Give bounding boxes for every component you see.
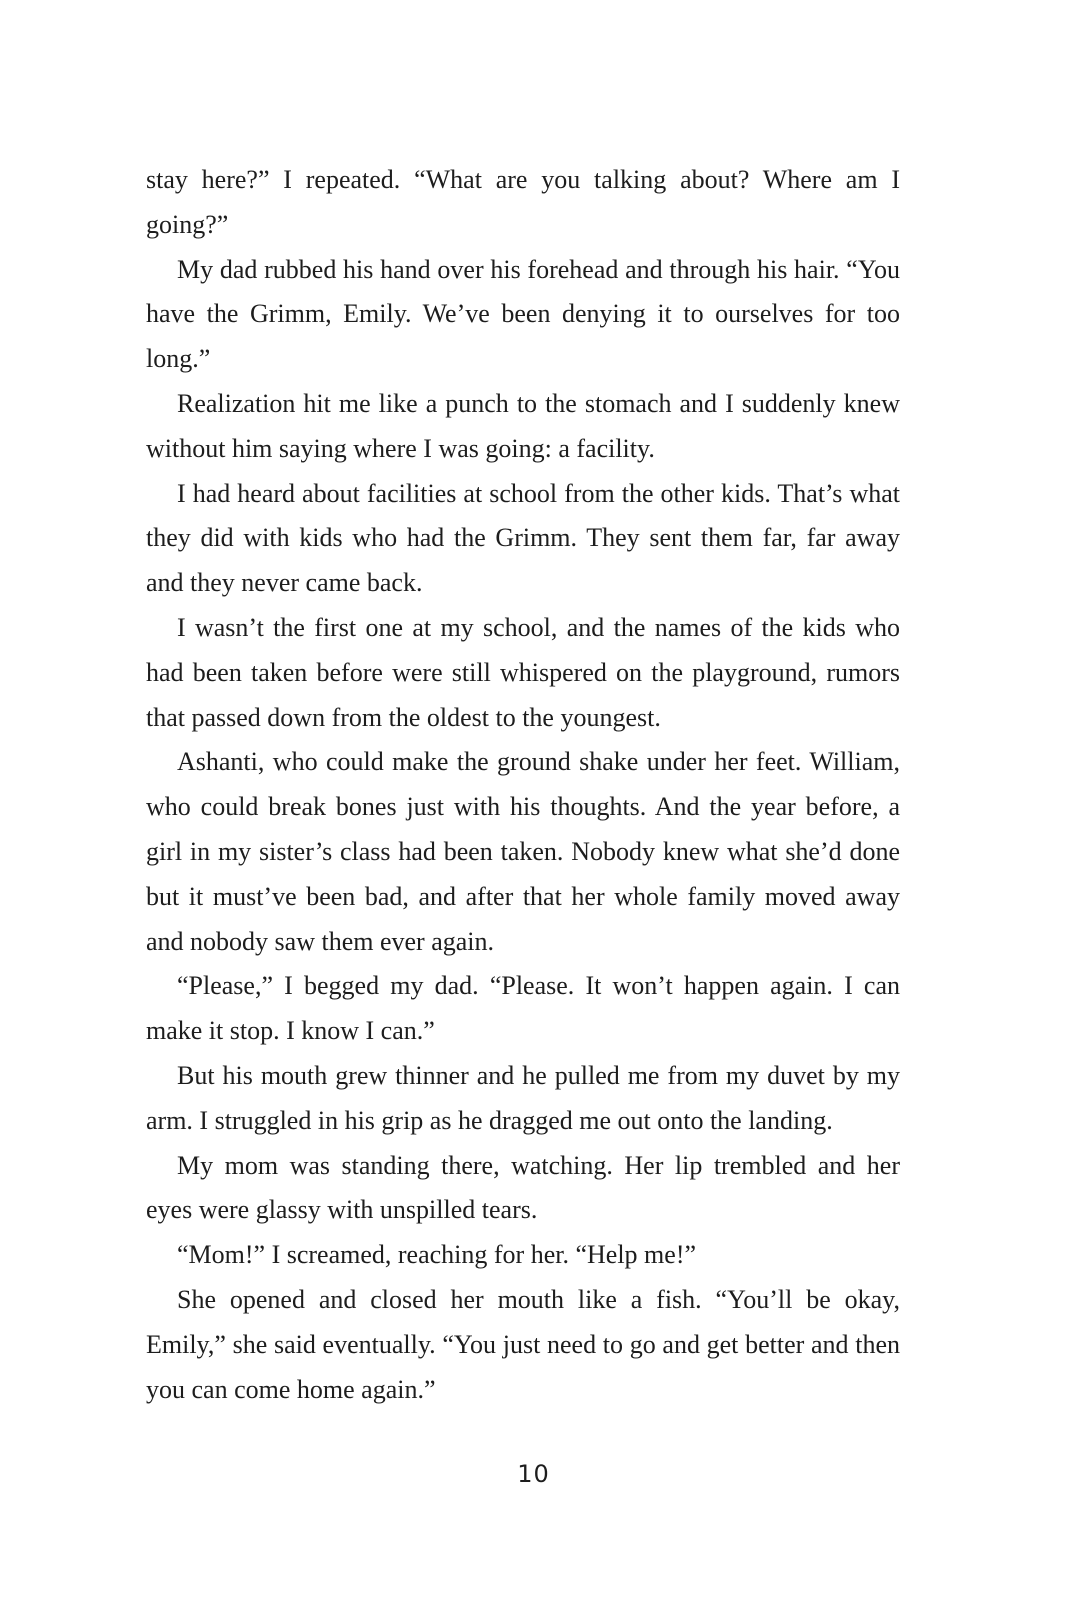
paragraph: I had heard about facilities at school from the other kids. That’s what they did with kids who had the Grimm. They sent them far, far away and they never came back. (146, 478, 900, 598)
paragraph: My mom was standing there, watching. Her lip trembled and her eyes were glassy with unspilled tears. (146, 1150, 900, 1225)
paragraph: “Mom!” I screamed, reaching for her. “Help me!” (177, 1240, 697, 1270)
paragraph: But his mouth grew thinner and he pulled me from my duvet by my arm. I struggled in his grip as he dragged me out onto the landing. (146, 1060, 900, 1135)
paragraph: She opened and closed her mouth like a fish. “You’ll be okay, Emily,” she said eventually. “You just need to go and get better and then you can come home again.” (146, 1284, 900, 1404)
paragraph: “Please,” I begged my dad. “Please. It won’t happen again. I can make it stop. I know I can.” (146, 971, 900, 1046)
body-text (146, 158, 900, 1412)
paragraph: My dad rubbed his hand over his forehead and through his hair. “You have the Grimm, Emily. We’ve been denying it to ourselves for too long.” (146, 254, 900, 374)
paragraph: stay here?” I repeated. “What are you talking about? Where am I going?” (146, 165, 900, 239)
page-number: 10 (517, 1460, 550, 1488)
paragraph: Realization hit me like a punch to the stomach and I suddenly knew without him saying where I was going: a facility. (146, 388, 900, 463)
paragraph: I wasn’t the first one at my school, and the names of the kids who had been taken before were still whispered on the playground, rumors that passed down from the oldest to the youngest. (146, 612, 900, 732)
paragraph: Ashanti, who could make the ground shake under her feet. William, who could break bones just with his thoughts. And the year before, a girl in my sister’s class had been taken. Nobody knew what she’d done but it must’ve been bad, and after that her whole family moved away and nobody saw them ever again. (146, 747, 900, 956)
